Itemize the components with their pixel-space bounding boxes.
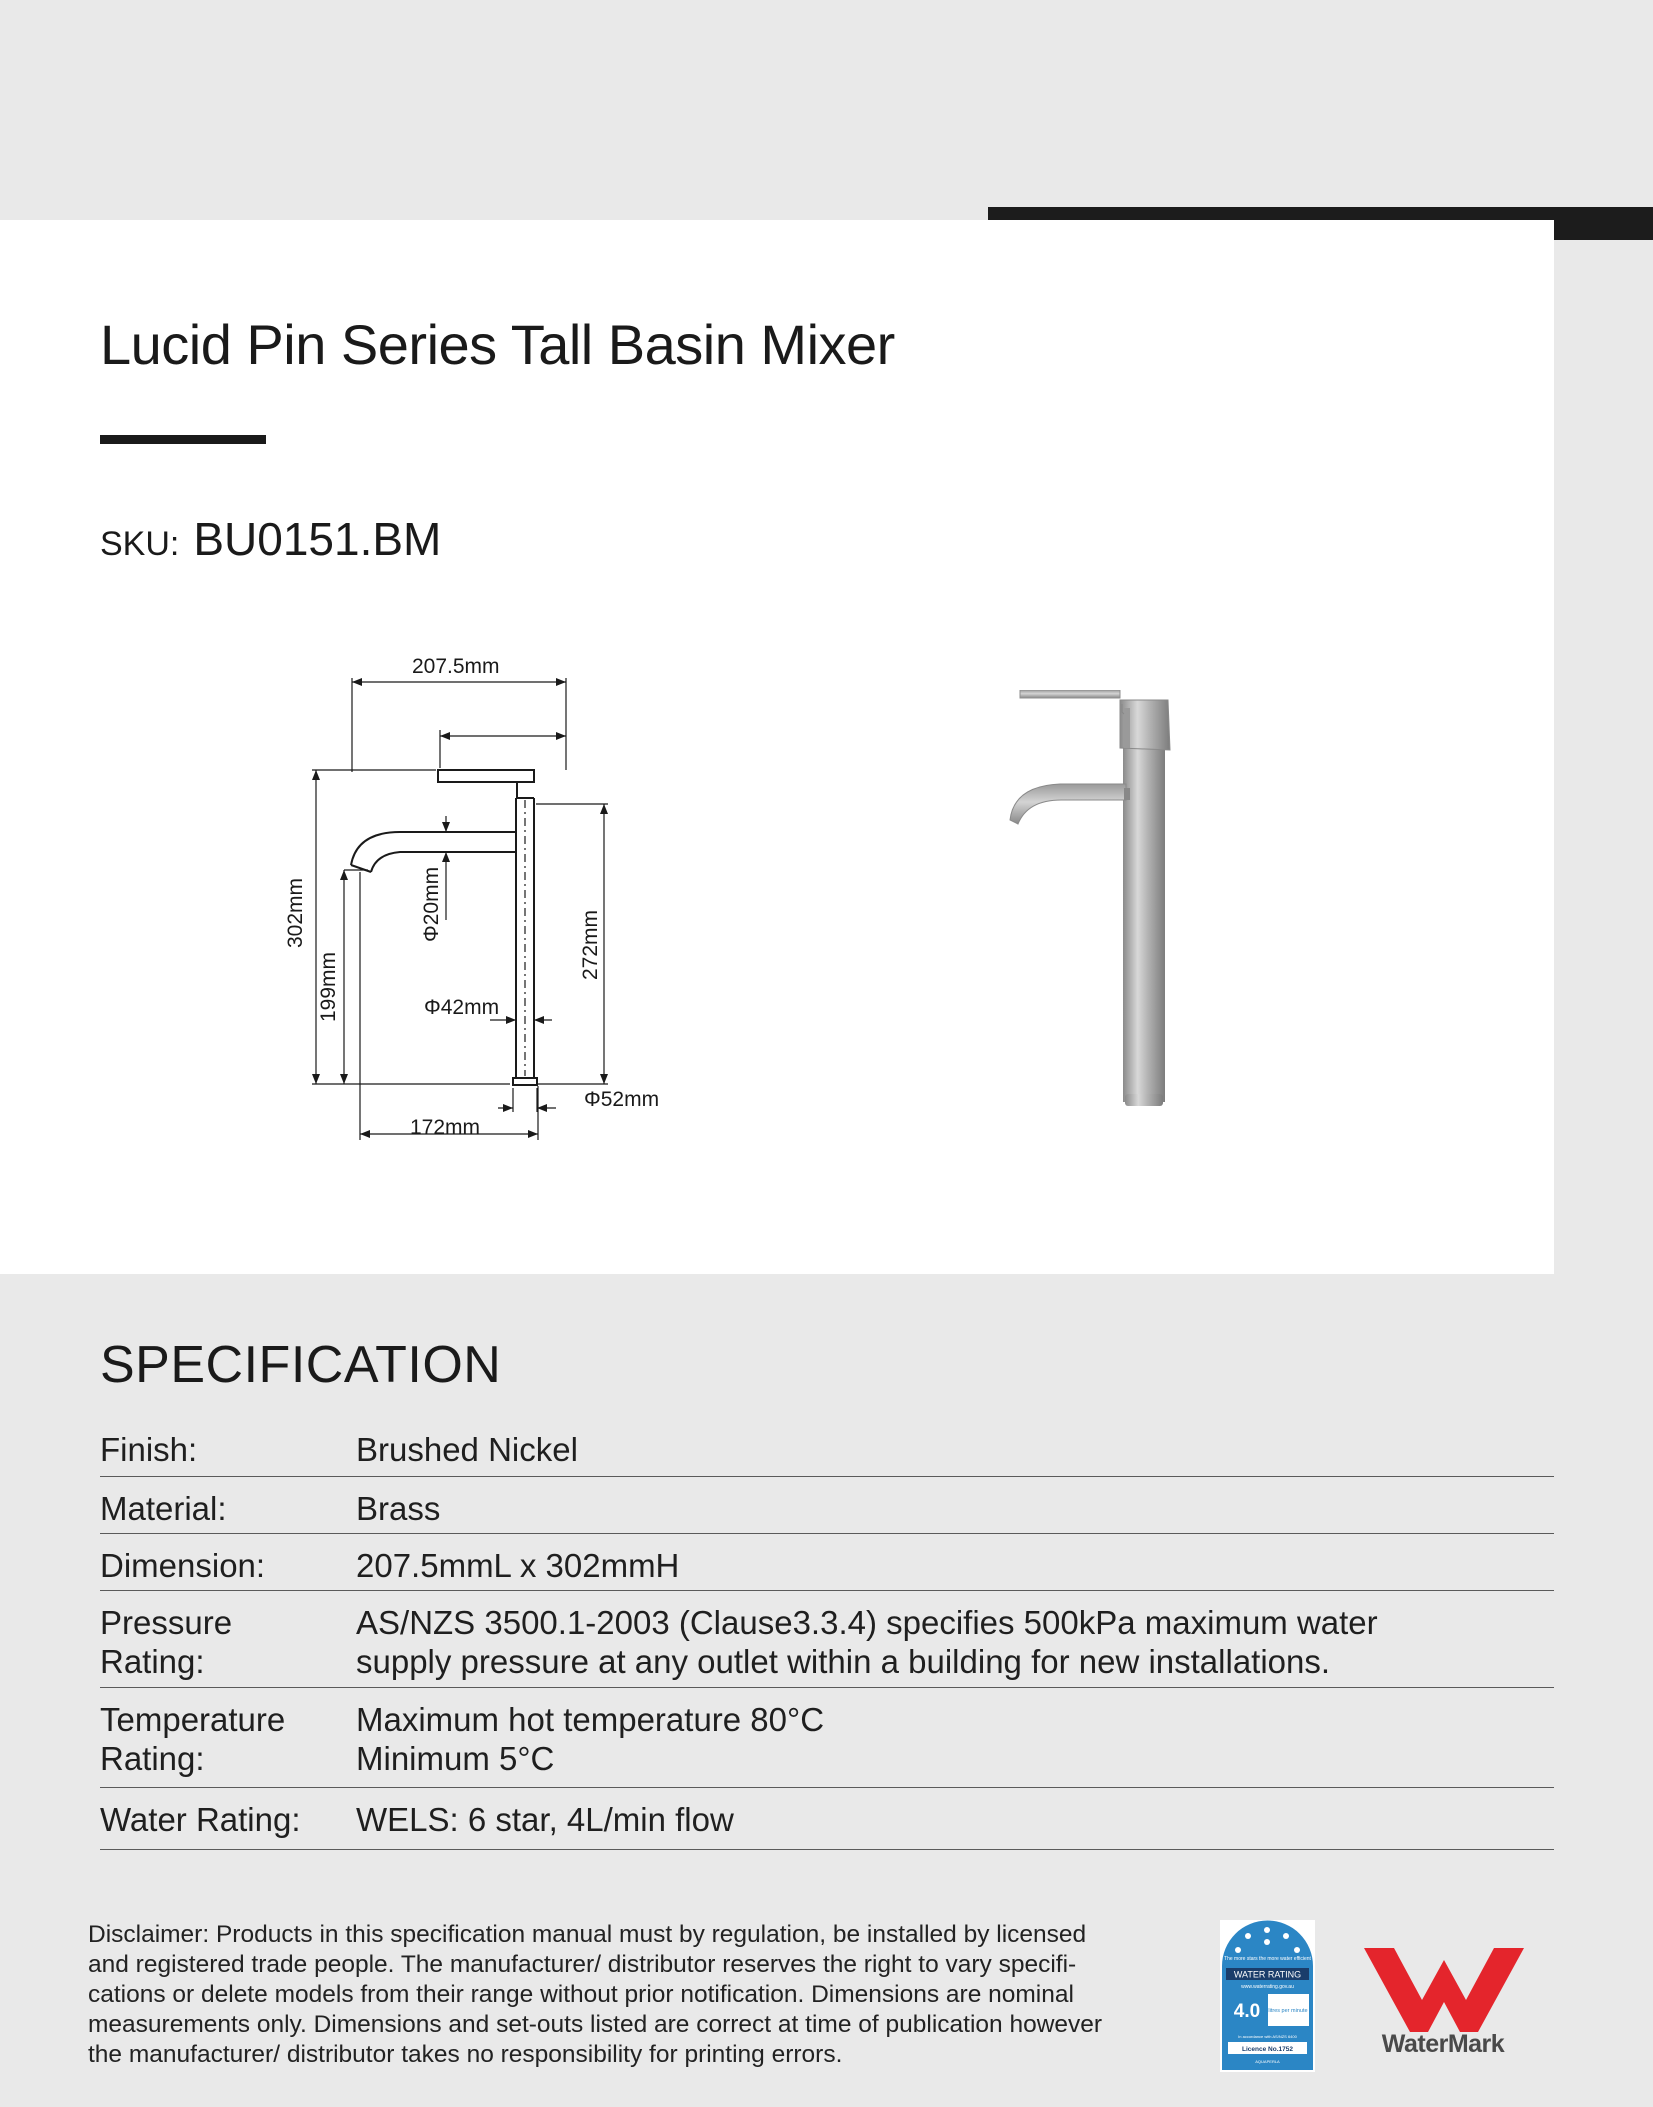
spec-label-line: Water Rating: <box>100 1801 301 1838</box>
dimension-drawing <box>260 640 720 1160</box>
wels-value: 4.0 <box>1233 2001 1261 2022</box>
spec-value-line: Minimum 5°C <box>356 1740 555 1777</box>
disclaimer-line: Disclaimer: Products in this specification manual must by regulation, be installed by licensed <box>88 1921 1087 1948</box>
spec-label-line: Pressure <box>100 1604 233 1641</box>
product-title: Lucid Pin Series Tall Basin Mixer <box>100 313 895 376</box>
dim-body-diameter: Φ42mm <box>424 996 500 1019</box>
top-band <box>0 0 1653 220</box>
dim-base-diameter: Φ52mm <box>584 1088 660 1111</box>
spec-label <box>100 1700 356 1787</box>
spec-label <box>100 1603 356 1687</box>
dim-reach: 172mm <box>410 1116 481 1139</box>
spec-label-line: Material: <box>100 1490 227 1527</box>
dim-spout-diameter: Φ20mm <box>420 866 443 942</box>
spec-value-line: WELS: 6 star, 4L/min flow <box>356 1801 734 1838</box>
disclaimer-line: the manufacturer/ distributor takes no responsibility for printing errors. <box>88 2041 843 2068</box>
disclaimer-line: measurements only. Dimensions and set-outs listed are correct at time of publication however <box>88 2011 1103 2038</box>
spec-value <box>356 1800 1554 1849</box>
dim-total-height: 302mm <box>284 877 307 948</box>
spec-value-line: supply pressure at any outlet within a building for new installations. <box>356 1643 1331 1680</box>
disclaimer-line: cations or delete models from their range without prior notification. Dimensions are nominal <box>88 1981 1074 2008</box>
spec-row <box>100 1477 1554 1534</box>
product-panel <box>0 220 1554 1274</box>
spec-value <box>356 1700 1554 1787</box>
disclaimer-line: and registered trade people. The manufacturer/ distributor reserves the right to vary specifi- <box>88 1951 1077 1978</box>
spec-value-line: 207.5mmL x 302mmH <box>356 1547 680 1584</box>
wels-top-text: The more stars the more water efficient <box>1224 1956 1311 1962</box>
dim-spout-height: 199mm <box>317 951 340 1022</box>
spec-value-line: Brushed Nickel <box>356 1431 578 1468</box>
wels-bottom: AQUAPERLA <box>1255 2059 1280 2064</box>
specification-heading: SPECIFICATION <box>100 1336 502 1394</box>
spec-value <box>356 1546 1554 1590</box>
spec-row <box>100 1788 1554 1850</box>
wels-unit: litres per minute <box>1268 2008 1308 2014</box>
spec-label-line: Rating: <box>100 1643 205 1680</box>
disclaimer-text <box>88 1920 1188 2070</box>
spec-label <box>100 1546 356 1590</box>
spec-label <box>100 1430 356 1476</box>
spec-label-line: Dimension: <box>100 1547 266 1584</box>
sku-line <box>100 512 441 566</box>
spec-row <box>100 1420 1554 1477</box>
spec-label <box>100 1489 356 1533</box>
spec-row <box>100 1591 1554 1688</box>
spec-row <box>100 1534 1554 1591</box>
wels-note: In accordance with AS/NZS 6400 <box>1238 2034 1297 2039</box>
product-image <box>990 690 1300 1120</box>
spec-value-line: Brass <box>356 1490 441 1527</box>
wels-url: www.waterrating.gov.au <box>1241 1984 1294 1990</box>
specification-table <box>100 1420 1554 1850</box>
spec-label-line: Temperature <box>100 1701 286 1738</box>
spec-value <box>356 1603 1554 1687</box>
spec-value <box>356 1430 1554 1476</box>
wels-heading: WATER RATING <box>1233 1969 1302 1980</box>
dim-body-height: 272mm <box>579 909 602 980</box>
title-underline <box>100 435 266 444</box>
spec-value-line: AS/NZS 3500.1-2003 (Clause3.3.4) specifies 500kPa maximum water <box>356 1604 1378 1641</box>
spec-label-line: Finish: <box>100 1431 198 1468</box>
spec-value-line: Maximum hot temperature 80°C <box>356 1701 825 1738</box>
spec-row <box>100 1688 1554 1788</box>
spec-label-line: Rating: <box>100 1740 205 1777</box>
spec-value <box>356 1489 1554 1533</box>
sku-label: SKU: <box>100 525 180 563</box>
dim-total-length: 207.5mm <box>412 655 500 678</box>
watermark-label: WaterMark <box>1381 2030 1505 2058</box>
wels-rating-badge <box>1220 1920 1315 2072</box>
sku-value: BU0151.BM <box>193 513 442 565</box>
spec-label <box>100 1800 356 1849</box>
wels-licence: Licence No.1752 <box>1242 2046 1293 2053</box>
